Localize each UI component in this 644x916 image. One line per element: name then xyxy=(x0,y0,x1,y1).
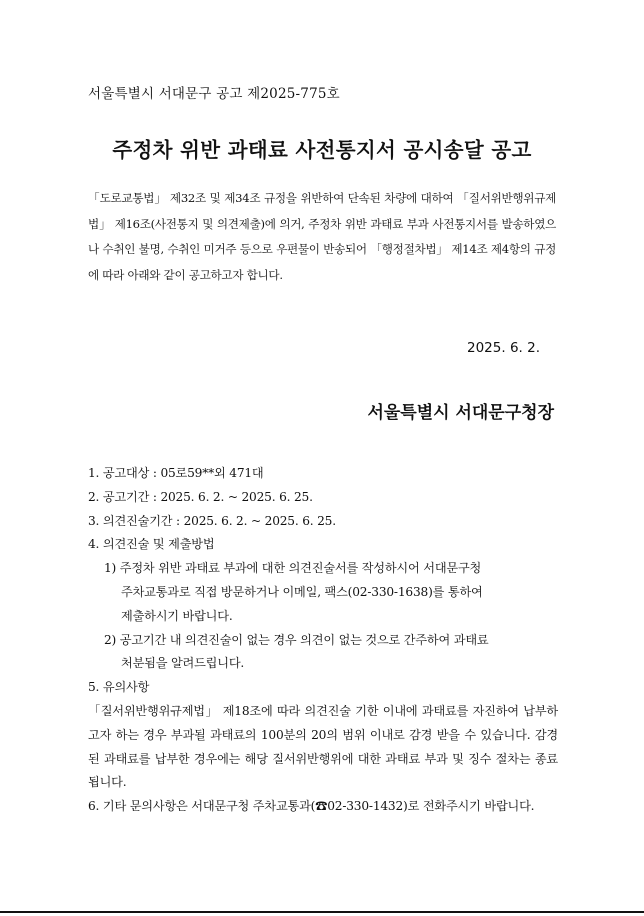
notes-paragraph: 「질서위반행위규제법」 제18조에 따라 의견진술 기한 이내에 과태료를 자진하여 납부하고자 하는 경우 부과될 과태료의 100분의 20의 범위 이내로 감경 받을 수 있습니다. 감경된 과태료를 납부한 경우에는 해당 질서위반행위에 대한 과태료 부과 및 징수 절차는 종료됩니다. xyxy=(88,703,558,790)
item-opinion-period: 3. 의견진술기간 : 2025. 6. 2. ~ 2025. 6. 25. xyxy=(88,513,336,528)
subitem-2 xyxy=(88,629,558,677)
intro-paragraph: 「도로교통법」 제32조 및 제34조 규정을 위반하여 단속된 차량에 대하여 「질서위반행위규제법」 제16조(사전통지 및 의견제출)에 의거, 주정차 위반 과태료 부과 사전통지서를 발송하였으나 수취인 불명, 수취인 미거주 등으로 우편물이 반송되어 「행정절차법」 제14조 제4항의 규정에 따라 아래와 같이 공고하고자 합니다. xyxy=(88,191,556,282)
bottom-divider xyxy=(0,911,644,913)
item-target: 1. 공고대상 : 05로59**외 471대 xyxy=(88,466,264,480)
notice-items xyxy=(88,462,558,819)
subitem-1-line: 주차교통과로 직접 방문하거나 이메일, 팩스(02-330-1638)를 통하여 xyxy=(121,584,483,599)
item-notes: 5. 유의사항 xyxy=(88,680,150,695)
notice-date: 2025. 6. 2. xyxy=(467,340,540,356)
page-title: 주정차 위반 과태료 사전통지서 공시송달 공고 xyxy=(112,138,532,162)
signer: 서울특별시 서대문구청장 xyxy=(367,403,554,423)
notice-number: 서울특별시 서대문구 공고 제2025-775호 xyxy=(88,86,340,102)
subitem-2-line: 처분됨을 알려드립니다. xyxy=(121,656,245,671)
item-submission-method: 4. 의견진술 및 제출방법 xyxy=(88,537,215,552)
subitem-1-line: 1) 주정차 위반 과태료 부과에 대한 의견진술서를 작성하시어 서대문구청 xyxy=(104,561,482,576)
subitem-2-line: 2) 공고기간 내 의견진술이 없는 경우 의견이 없는 것으로 간주하여 과태료 xyxy=(104,632,489,647)
subitem-1-line: 제출하시기 바랍니다. xyxy=(121,608,233,623)
subitem-1 xyxy=(88,557,558,628)
item-contact: 6. 기타 문의사항은 서대문구청 주차교통과(☎02-330-1432)로 전화주시기 바랍니다. xyxy=(88,799,535,814)
item-period: 2. 공고기간 : 2025. 6. 2. ~ 2025. 6. 25. xyxy=(88,489,313,504)
